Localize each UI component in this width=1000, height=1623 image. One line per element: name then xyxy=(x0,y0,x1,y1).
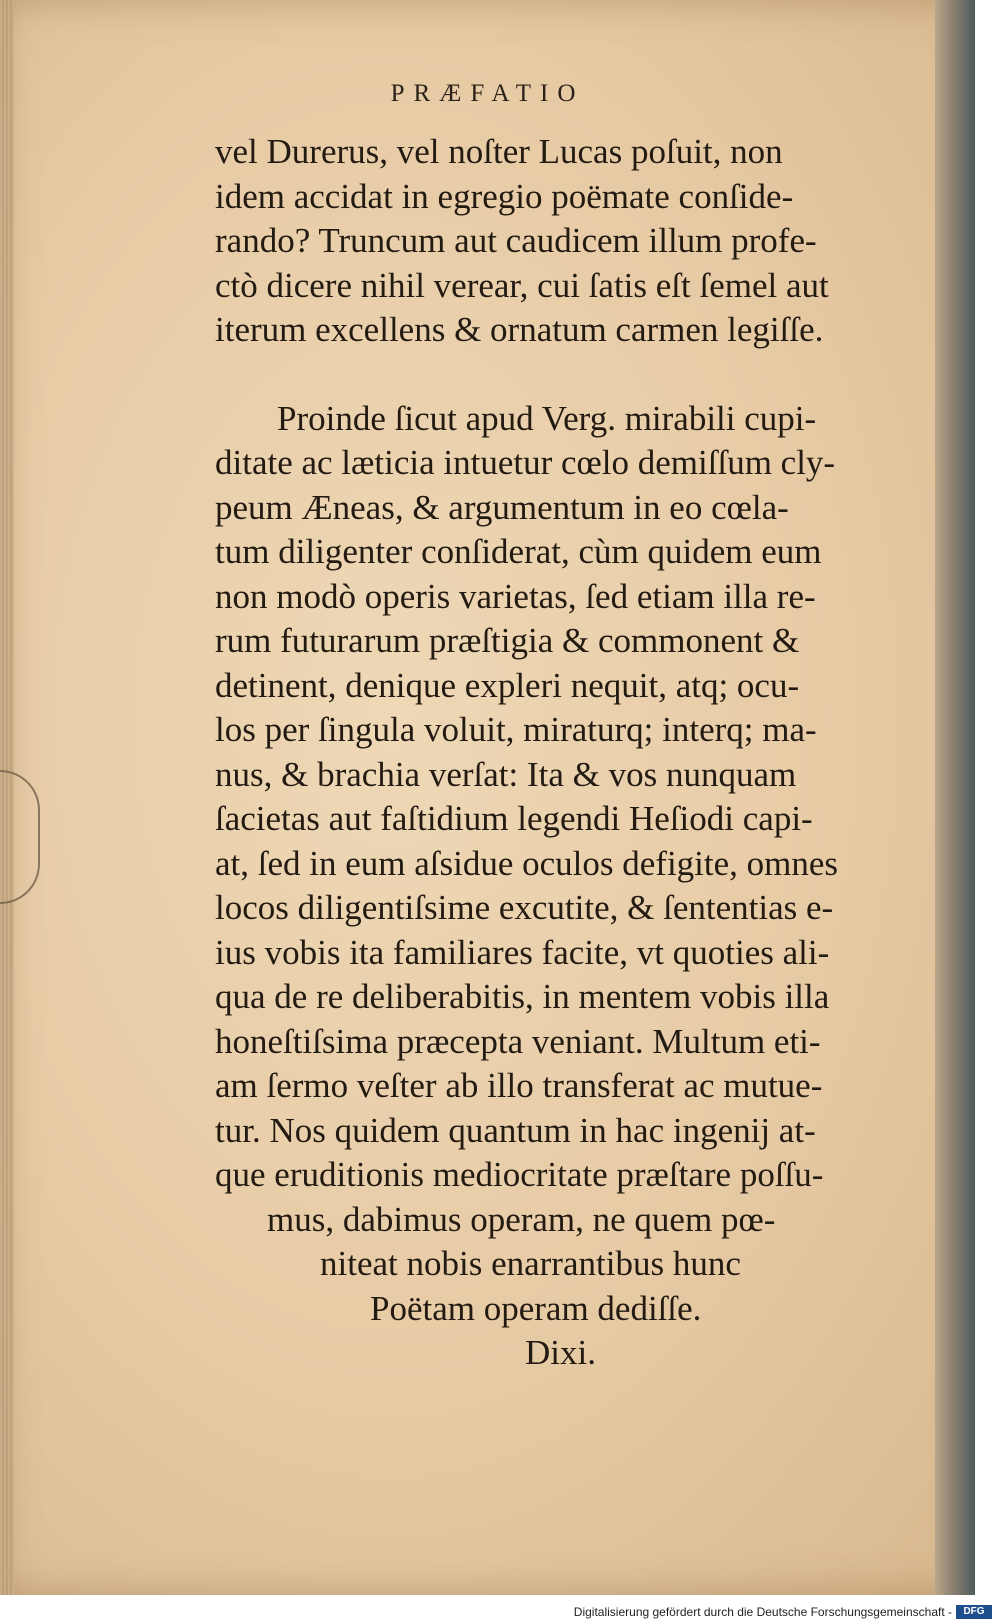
text-line: honeſtiſsima præcepta veniant. Multum eti- xyxy=(215,1021,821,1061)
text-line: at, ſed in eum aſsidue oculos defigite, omnes xyxy=(215,843,839,883)
text-line: vel Durerus, vel noſter Lucas poſuit, non xyxy=(215,132,783,171)
text-line: que eruditionis mediocritate præſtare poſſu- xyxy=(215,1155,824,1194)
text-line: nus, & brachia verſat: Ita & vos nunquam xyxy=(215,754,797,794)
running-title: PRÆFATIO xyxy=(390,80,585,107)
text-line: rando? Truncum aut caudicem illum profe- xyxy=(215,221,817,260)
text-line: am ſermo veſter ab illo transferat ac mutue- xyxy=(215,1066,823,1105)
text-line: tur. Nos quidem quantum in hac ingenij at- xyxy=(215,1110,816,1150)
text-line: niteat nobis enarrantibus hunc xyxy=(320,1244,741,1283)
text-line: ctò dicere nihil verear, cui ſatis eſt ſemel aut xyxy=(215,265,829,305)
text-line: los per ſingula voluit, miraturq; interq; ma- xyxy=(215,710,817,749)
text-line: idem accidat in egregio poëmate conſide- xyxy=(215,176,794,216)
page-tab-mark xyxy=(0,770,40,904)
body-text xyxy=(215,130,925,1376)
text-line: Proinde ſicut apud Verg. mirabili cupi- xyxy=(277,398,817,438)
text-line: non modò operis varietas, ſed etiam illa re- xyxy=(215,576,816,616)
paragraph-gap xyxy=(215,353,925,397)
text-line: Poëtam operam dediſſe. xyxy=(370,1288,702,1328)
text-line: ius vobis ita familiares facite, vt quoties ali- xyxy=(215,932,830,972)
text-line: detinent, denique expleri nequit, atq; ocu- xyxy=(215,665,800,705)
text-line: iterum excellens & ornatum carmen legiſſe. xyxy=(215,310,824,349)
text-line: mus, dabimus operam, ne quem pœ- xyxy=(267,1199,776,1239)
text-line-final: Dixi. xyxy=(525,1333,596,1372)
book-gutter xyxy=(935,0,975,1595)
text-line: ſacietas aut faſtidium legendi Heſiodi capi- xyxy=(215,799,813,838)
text-line: qua de re deliberabitis, in mentem vobis illa xyxy=(215,977,830,1016)
text-line: tum diligenter conſiderat, cùm quidem eum xyxy=(215,532,822,571)
text-line: peum Æneas, & argumentum in eo cœla- xyxy=(215,487,789,527)
text-line: rum futurarum præſtigia & commonent & xyxy=(215,621,800,660)
text-line: ditate ac læticia intuetur cœlo demiſſum cly- xyxy=(215,443,836,482)
digitization-credit: Digitalisierung gefördert durch die Deutsche Forschungsgemeinschaft - xyxy=(573,1605,952,1619)
text-line: locos diligentiſsime excutite, & ſententias e- xyxy=(215,888,834,927)
dfg-logo: DFG xyxy=(956,1605,992,1619)
